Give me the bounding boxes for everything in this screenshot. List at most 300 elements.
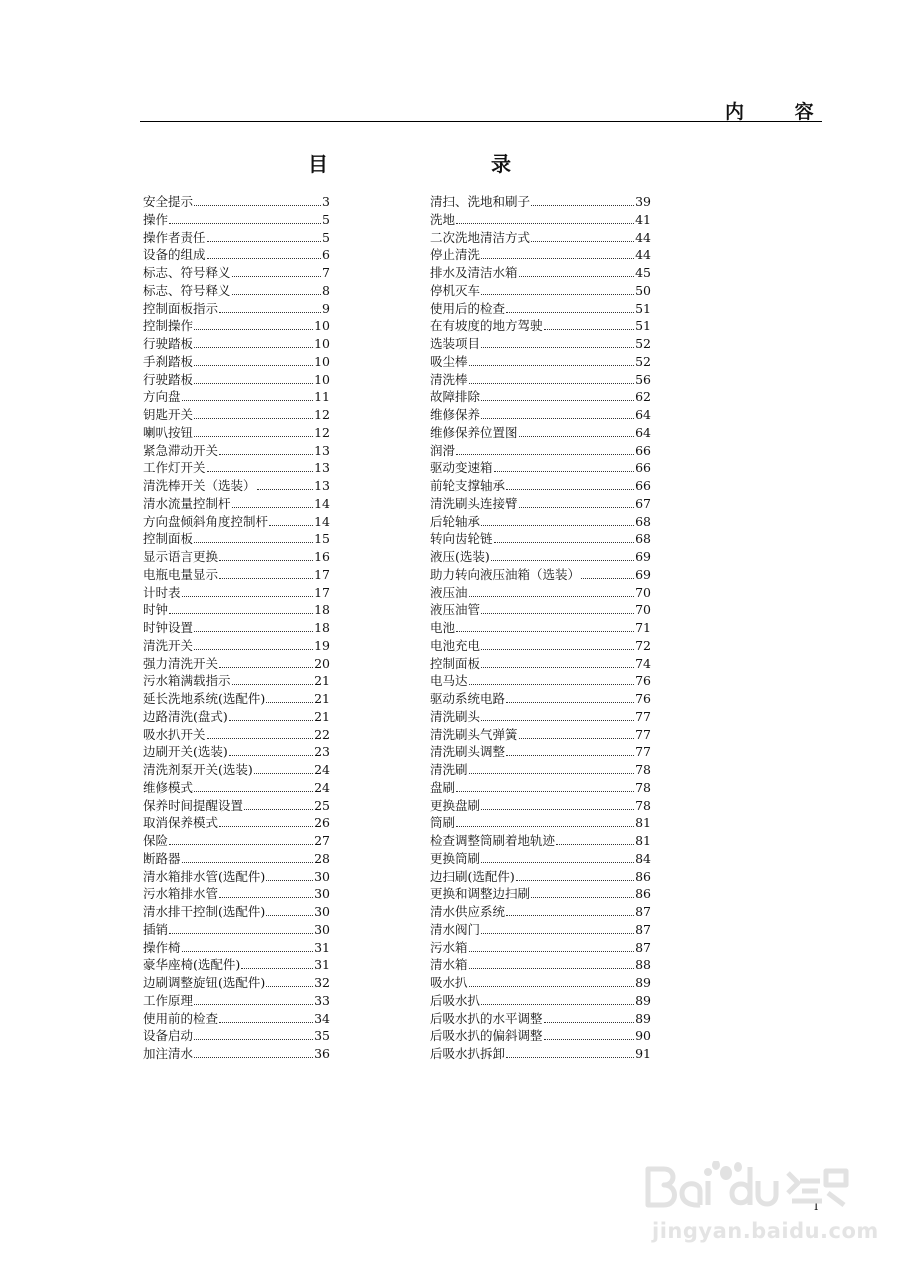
toc-entry-leader (266, 914, 313, 916)
toc-entry-leader (481, 346, 634, 348)
toc-entry-leader (266, 985, 313, 987)
toc-entry-leader (456, 630, 634, 632)
toc-entry-title: 豪华座椅(选配件) (143, 957, 241, 973)
toc-entry-title: 驱动变速箱 (430, 460, 493, 476)
toc-entry-leader (491, 559, 634, 561)
toc-entry (430, 211, 651, 229)
watermark-url: jingyan.baidu.com (652, 1219, 879, 1243)
toc-entry-leader (519, 275, 635, 277)
toc-entry-leader (481, 293, 634, 295)
toc-entry (143, 282, 330, 300)
toc-entry-title: 保养时间提醒设置 (143, 797, 244, 813)
toc-entry (430, 1045, 651, 1063)
toc-entry-page: 24 (314, 762, 330, 777)
toc-entry-page: 36 (314, 1046, 330, 1061)
toc-entry-leader (229, 754, 313, 756)
toc-entry (143, 885, 330, 903)
toc-entry-leader (254, 772, 313, 774)
toc-entry-title: 加注清水 (143, 1046, 194, 1061)
toc-entry-leader (469, 364, 635, 366)
toc-entry-leader (232, 293, 322, 295)
toc-entry (430, 779, 651, 797)
toc-entry-title: 吸水扒开关 (143, 726, 206, 742)
toc-entry-title: 清洗刷头调整 (430, 744, 506, 760)
toc-entry (143, 513, 330, 531)
toc-entry-title: 标志、符号释义 (143, 282, 231, 298)
toc-entry (143, 797, 330, 815)
toc-entry-page: 6 (322, 247, 330, 263)
toc-entry-title: 驱动系统电路 (430, 691, 506, 706)
toc-entry (143, 335, 330, 353)
toc-entry-page: 10 (314, 336, 330, 351)
toc-entry (430, 708, 651, 726)
toc-entry (430, 601, 651, 619)
toc-entry (430, 388, 651, 406)
toc-column-right (430, 193, 651, 1063)
toc-entry (430, 1010, 651, 1028)
toc-entry (143, 832, 330, 850)
toc-entry (430, 743, 651, 761)
toc-entry-leader (219, 1021, 313, 1023)
toc-entry-page: 26 (314, 815, 330, 831)
toc-entry-page: 77 (635, 744, 651, 760)
toc-entry-page: 77 (635, 708, 651, 724)
toc-entry (143, 868, 330, 886)
toc-entry-page: 21 (314, 708, 330, 724)
toc-entry-title: 维修模式 (143, 779, 194, 795)
toc-entry-title: 选装项目 (430, 336, 481, 351)
toc-entry-page: 27 (314, 833, 330, 848)
toc-entry (430, 548, 651, 566)
toc-entry-leader (481, 648, 634, 650)
toc-entry (430, 459, 651, 477)
toc-entry-page: 21 (314, 673, 330, 689)
toc-entry-leader (481, 932, 634, 934)
toc-entry-title: 停止清洗 (430, 247, 481, 263)
toc-entry (143, 459, 330, 477)
toc-entry-page: 66 (635, 442, 651, 458)
toc-entry-page: 78 (635, 797, 651, 813)
toc-entry (143, 229, 330, 247)
toc-entry (143, 584, 330, 602)
toc-entry-title: 控制面板 (143, 531, 194, 547)
toc-entry (430, 655, 651, 673)
toc-entry-page: 31 (314, 939, 330, 955)
toc-entry (143, 726, 330, 744)
toc-entry (143, 690, 330, 708)
toc-entry-title: 使用前的检查 (143, 1010, 219, 1026)
toc-entry-page: 44 (635, 247, 651, 263)
toc-entry-title: 操作椅 (143, 939, 181, 955)
toc-entry (430, 619, 651, 637)
toc-entry-page: 15 (314, 531, 330, 547)
toc-entry (143, 672, 330, 690)
toc-entry (430, 477, 651, 495)
toc-entry-page: 12 (314, 407, 330, 422)
toc-entry-leader (194, 541, 313, 543)
toc-entry-title: 工作灯开关 (143, 460, 206, 476)
toc-entry-page: 71 (635, 620, 651, 635)
toc-entry-leader (194, 790, 313, 792)
toc-entry-page: 78 (635, 762, 651, 777)
toc-entry-leader (506, 488, 634, 490)
toc-entry-title: 清洗刷 (430, 762, 468, 777)
toc-entry (430, 229, 651, 247)
toc-entry-page: 34 (314, 1010, 330, 1026)
toc-entry-page: 23 (314, 744, 330, 760)
toc-entry-title: 取消保养模式 (143, 815, 219, 831)
toc-entry-page: 17 (314, 584, 330, 600)
toc-entry-leader (207, 737, 314, 739)
toc-entry-title: 吸尘棒 (430, 353, 468, 369)
toc-entry-page: 33 (314, 992, 330, 1008)
toc-entry-leader (244, 808, 313, 810)
toc-entry (430, 903, 651, 921)
toc-entry-leader (456, 825, 634, 827)
toc-entry-page: 19 (314, 637, 330, 653)
toc-entry (430, 1027, 651, 1045)
toc-entry-title: 插销 (143, 921, 169, 937)
toc-entry-title: 使用后的检查 (430, 300, 506, 316)
toc-entry (430, 761, 651, 779)
toc-entry (430, 424, 651, 442)
toc-entry (143, 442, 330, 460)
toc-entry-page: 89 (635, 975, 651, 990)
toc-entry-page: 3 (322, 194, 330, 209)
toc-entry-page: 72 (635, 637, 651, 653)
toc-entry-title: 边刷调整旋钮(选配件) (143, 975, 266, 990)
toc-entry-title: 安全提示 (143, 194, 194, 209)
toc-entry-title: 液压(选装) (430, 549, 490, 564)
toc-entry-title: 计时表 (143, 584, 181, 600)
toc-entry (430, 335, 651, 353)
toc-entry-leader (241, 967, 313, 969)
toc-entry-page: 66 (635, 478, 651, 493)
toc-entry-title: 时钟 (143, 602, 169, 618)
toc-entry-leader (494, 470, 635, 472)
toc-entry (430, 637, 651, 655)
toc-entry-leader (219, 666, 313, 668)
toc-entry-title: 设备启动 (143, 1028, 194, 1044)
toc-entry (430, 406, 651, 424)
toc-entry-leader (544, 1021, 635, 1023)
toc-entry-leader (194, 648, 313, 650)
toc-entry-title: 标志、符号释义 (143, 265, 231, 280)
toc-entry-title: 清洗剂泵开关(选装) (143, 762, 253, 777)
toc-entry (143, 530, 330, 548)
toc-entry (430, 566, 651, 584)
toc-entry-page: 69 (635, 549, 651, 564)
toc-entry-title: 强力清洗开关 (143, 655, 219, 671)
toc-entry (143, 956, 330, 974)
toc-entry (143, 424, 330, 442)
toc-entry-title: 后吸水扒的水平调整 (430, 1010, 543, 1026)
toc-entry-leader (506, 311, 634, 313)
toc-entry-page: 68 (635, 513, 651, 529)
toc-entry-leader (182, 950, 314, 952)
toc-entry-title: 电池充电 (430, 637, 481, 653)
toc-entry-page: 16 (314, 549, 330, 564)
toc-entry-title: 设备的组成 (143, 247, 206, 263)
toc-entry-page: 62 (635, 389, 651, 405)
toc-entry (143, 300, 330, 318)
toc-entry-title: 在有坡度的地方驾驶 (430, 318, 543, 334)
toc-entry-leader (219, 577, 313, 579)
toc-entry-leader (481, 861, 634, 863)
toc-entry-leader (194, 630, 313, 632)
toc-entry (143, 708, 330, 726)
toc-entry-leader (219, 896, 313, 898)
toc-entry-title: 更换和调整边扫刷 (430, 886, 531, 902)
toc-entry-leader (194, 328, 313, 330)
toc-entry-leader (232, 275, 322, 277)
toc-entry-title: 清洗刷头连接臂 (430, 495, 518, 511)
toc-entry-page: 51 (635, 300, 651, 316)
toc-entry-title: 边扫刷(选配件) (430, 868, 515, 884)
toc-entry-page: 13 (314, 442, 330, 458)
toc-entry-title: 润滑 (430, 442, 456, 458)
toc-entry-title: 清洗棒 (430, 371, 468, 387)
toc-entry-title: 操作者责任 (143, 229, 206, 245)
toc-entry-title: 更换盘刷 (430, 797, 481, 813)
toc-entry-leader (469, 985, 635, 987)
toc-entry-leader (506, 914, 634, 916)
toc-entry-page: 76 (635, 673, 651, 689)
toc-entry-page: 10 (314, 318, 330, 334)
toc-entry (430, 353, 651, 371)
toc-entry-title: 维修保养位置图 (430, 424, 518, 440)
toc-entry-leader (519, 506, 635, 508)
toc-entry-page: 5 (322, 229, 330, 245)
toc-entry (143, 388, 330, 406)
toc-entry (430, 726, 651, 744)
toc-entry-page: 30 (314, 904, 330, 919)
toc-entry-title: 清水流量控制杆 (143, 495, 231, 511)
toc-entry-page: 39 (635, 194, 651, 209)
toc-entry (143, 761, 330, 779)
toc-entry-leader (556, 843, 634, 845)
toc-entry (430, 530, 651, 548)
toc-entry (430, 868, 651, 886)
toc-entry-leader (519, 435, 635, 437)
toc-entry-title: 排水及清洁水箱 (430, 265, 518, 280)
toc-entry-page: 81 (635, 815, 651, 831)
toc-heading-left: 目 (308, 152, 328, 176)
toc-entry-title: 行驶踏板 (143, 336, 194, 351)
toc-entry-title: 清水阀门 (430, 921, 481, 937)
toc-entry (430, 246, 651, 264)
toc-entry (143, 246, 330, 264)
toc-entry (430, 832, 651, 850)
toc-entry-title: 时钟设置 (143, 620, 194, 635)
toc-entry (143, 814, 330, 832)
toc-entry-page: 24 (314, 779, 330, 795)
toc-entry (430, 371, 651, 389)
toc-entry-page: 12 (314, 424, 330, 440)
toc-entry (430, 939, 651, 957)
toc-entry-leader (232, 683, 314, 685)
toc-entry-page: 70 (635, 584, 651, 600)
toc-entry (143, 353, 330, 371)
toc-entry-leader (169, 843, 313, 845)
toc-entry-title: 二次洗地清洁方式 (430, 229, 531, 245)
toc-entry-leader (481, 666, 634, 668)
toc-entry-leader (506, 1056, 634, 1058)
toc-heading (308, 148, 511, 177)
toc-entry-page: 87 (635, 904, 651, 919)
toc-entry-leader (182, 399, 314, 401)
toc-entry-title: 清水箱 (430, 957, 468, 973)
toc-entry-page: 88 (635, 957, 651, 973)
toc-entry-page: 52 (635, 353, 651, 369)
toc-entry-title: 延长洗地系统(选配件) (143, 691, 266, 706)
toc-entry-leader (169, 612, 313, 614)
toc-entry-page: 78 (635, 779, 651, 795)
toc-entry-page: 91 (635, 1046, 651, 1061)
toc-entry (143, 850, 330, 868)
page-number: I (814, 1200, 819, 1213)
toc-entry-page: 77 (635, 726, 651, 742)
toc-entry (430, 797, 651, 815)
toc-entry-page: 86 (635, 868, 651, 884)
toc-entry-leader (469, 950, 635, 952)
toc-entry-title: 筒刷 (430, 815, 456, 831)
toc-entry (430, 690, 651, 708)
toc-entry-title: 更换筒刷 (430, 850, 481, 866)
baidu-jingyan-watermark (642, 1143, 879, 1253)
toc-entry (430, 584, 651, 602)
toc-entry-title: 污水箱 (430, 939, 468, 955)
toc-entry-title: 后吸水扒 (430, 992, 481, 1008)
toc-entry-leader (481, 719, 634, 721)
toc-entry-page: 68 (635, 531, 651, 547)
toc-entry-page: 84 (635, 850, 651, 866)
toc-entry-title: 断路器 (143, 850, 181, 866)
toc-entry (430, 442, 651, 460)
toc-entry-leader (469, 382, 635, 384)
toc-entry-leader (469, 967, 635, 969)
toc-entry (143, 939, 330, 957)
toc-entry-leader (169, 932, 313, 934)
toc-entry (143, 548, 330, 566)
toc-entry (143, 779, 330, 797)
toc-entry-title: 清扫、洗地和刷子 (430, 194, 531, 209)
toc-entry (430, 850, 651, 868)
toc-entry-page: 87 (635, 939, 651, 955)
toc-entry-title: 吸水扒 (430, 975, 468, 990)
toc-entry-page: 52 (635, 336, 651, 351)
toc-entry-leader (266, 879, 313, 881)
toc-entry-page: 7 (322, 265, 330, 280)
toc-entry-page: 76 (635, 691, 651, 706)
toc-entry-page: 87 (635, 921, 651, 937)
toc-entry-page: 41 (635, 211, 651, 227)
toc-entry (430, 672, 651, 690)
toc-entry-leader (194, 1056, 313, 1058)
toc-entry (430, 814, 651, 832)
toc-entry-page: 69 (635, 566, 651, 582)
toc-entry-page: 20 (314, 655, 330, 671)
toc-entry (430, 921, 651, 939)
toc-entry-title: 紧急滞动开关 (143, 442, 219, 458)
toc-entry-title: 前轮支撑轴承 (430, 478, 506, 493)
toc-entry (143, 211, 330, 229)
toc-entry (143, 477, 330, 495)
toc-entry-title: 清水排干控制(选配件) (143, 904, 266, 919)
toc-entry-title: 电池 (430, 620, 456, 635)
toc-entry-page: 25 (314, 797, 330, 813)
toc-entry-leader (194, 417, 313, 419)
toc-entry-leader (219, 559, 313, 561)
section-title: 内 容 (725, 101, 836, 123)
toc-entry-page: 5 (322, 211, 330, 227)
toc-entry (430, 282, 651, 300)
toc-entry-title: 边刷开关(选装) (143, 744, 228, 760)
toc-entry-leader (182, 861, 314, 863)
toc-entry-leader (456, 790, 634, 792)
toc-entry-leader (456, 453, 634, 455)
toc-entry-title: 控制面板指示 (143, 300, 219, 316)
toc-entry (430, 495, 651, 513)
toc-entry-title: 控制操作 (143, 318, 194, 334)
toc-entry-page: 89 (635, 1010, 651, 1026)
toc-entry-title: 污水箱满载指示 (143, 673, 231, 689)
toc-entry-page: 11 (314, 389, 330, 405)
toc-entry-page: 45 (635, 265, 651, 280)
toc-entry (430, 885, 651, 903)
toc-entry-title: 钥匙开关 (143, 407, 194, 422)
toc-entry (143, 495, 330, 513)
toc-entry-leader (531, 240, 634, 242)
toc-entry-leader (494, 541, 635, 543)
toc-entry-leader (194, 1038, 313, 1040)
toc-entry-leader (531, 204, 634, 206)
toc-entry-page: 18 (314, 602, 330, 618)
toc-entry-page: 35 (314, 1028, 330, 1044)
toc-entry-leader (169, 222, 321, 224)
toc-entry-page: 13 (314, 478, 330, 493)
toc-entry (143, 371, 330, 389)
toc-entry-title: 污水箱排水管 (143, 886, 219, 902)
toc-entry-page: 21 (314, 691, 330, 706)
toc-entry-leader (219, 825, 313, 827)
toc-entry (143, 601, 330, 619)
toc-entry (143, 193, 330, 211)
toc-entry-leader (481, 257, 634, 259)
toc-entry-leader (469, 595, 635, 597)
toc-entry-leader (506, 754, 634, 756)
header-divider (140, 121, 822, 122)
toc-entry (143, 1045, 330, 1063)
toc-entry-leader (194, 1003, 313, 1005)
toc-entry-page: 14 (314, 513, 330, 529)
toc-entry-title: 工作原理 (143, 992, 194, 1008)
toc-entry-title: 边路清洗(盘式) (143, 708, 228, 724)
toc-entry-page: 74 (635, 655, 651, 671)
toc-entry-leader (519, 737, 635, 739)
toc-entry-leader (207, 470, 314, 472)
toc-entry-title: 手刹踏板 (143, 353, 194, 369)
toc-entry (430, 992, 651, 1010)
baidu-logo-icon (642, 1161, 852, 1213)
toc-entry-title: 停机灭车 (430, 282, 481, 298)
toc-entry-page: 8 (322, 282, 330, 298)
toc-entry-page: 90 (635, 1028, 651, 1044)
toc-entry (143, 743, 330, 761)
toc-entry-title: 电马达 (430, 673, 468, 689)
toc-entry-leader (257, 488, 314, 490)
toc-entry-leader (506, 701, 634, 703)
